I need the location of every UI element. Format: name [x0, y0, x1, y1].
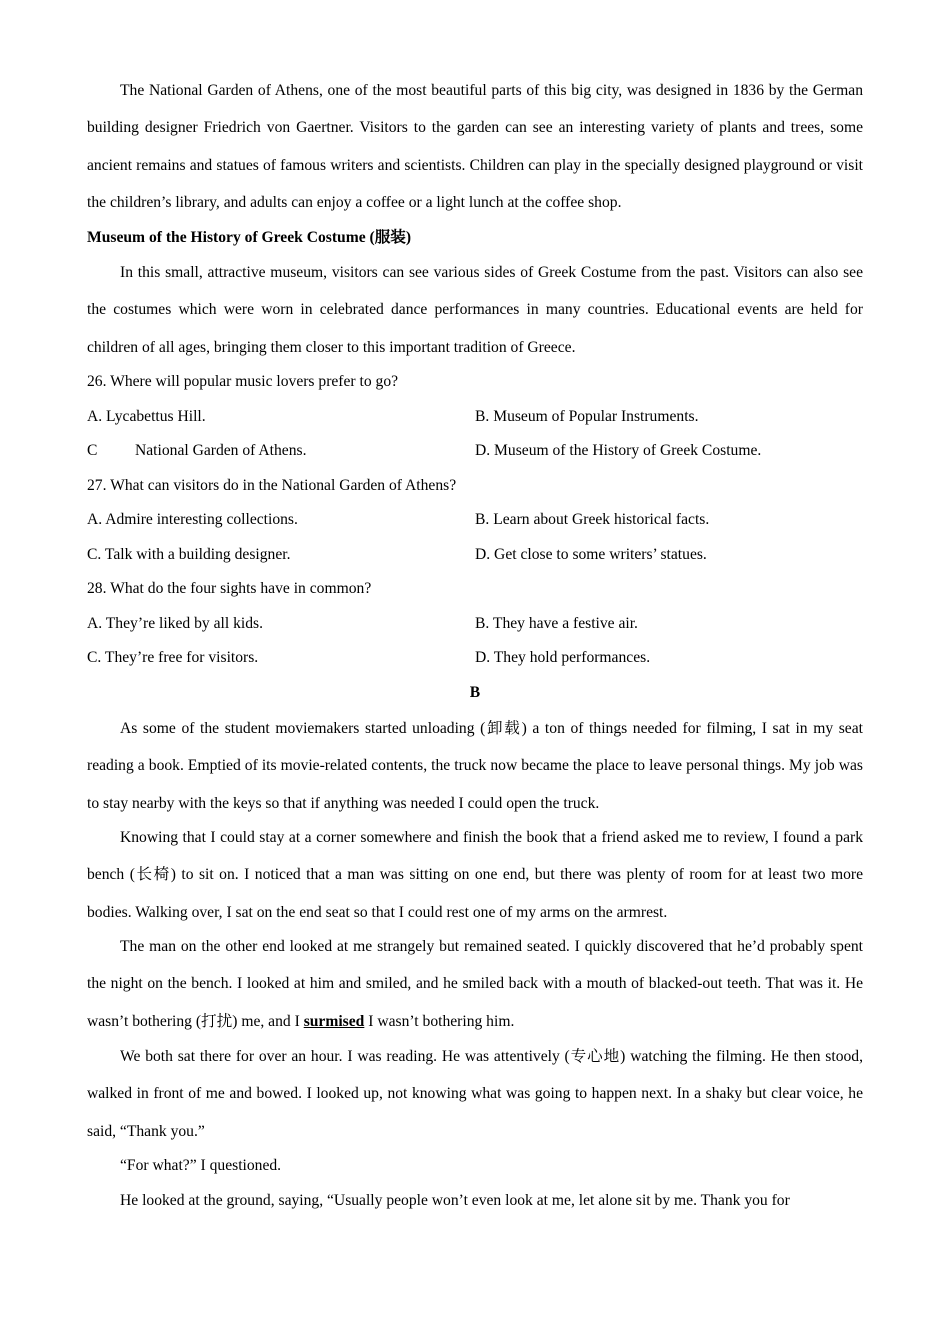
q27-option-d: D. Get close to some writers’ statues.	[475, 546, 707, 563]
passage-b-paragraph-1: As some of the student moviemakers started unloading (卸载) a ton of things needed for filming, I sat in my seat reading a book. Emptied of its movie-related contents, the truck now became the place to leave personal things. My job was to stay nearby with the keys so that if anything was needed I could open the truck.	[87, 720, 863, 812]
passage-b-paragraph-3	[87, 928, 863, 1040]
passage-b-paragraph-6: He looked at the ground, saying, “Usually people won’t even look at me, let alone sit by me. Thank you for	[120, 1192, 790, 1209]
q26-option-c	[87, 441, 307, 461]
q27-option-c: C. Talk with a building designer.	[87, 546, 291, 563]
question-26-stem: 26. Where will popular music lovers prefer to go?	[87, 373, 399, 390]
q28-option-a: A. They’re liked by all kids.	[87, 615, 263, 632]
passage-b-paragraph-2: Knowing that I could stay at a corner somewhere and finish the book that a friend asked me to review, I found a park bench (长椅) to sit on. I noticed that a man was sitting on one end, but there was plenty of room for at least two more bodies. Walking over, I sat on the end seat so that I could rest one of my arms on the armrest.	[87, 829, 863, 921]
q26-option-c-letter: C	[87, 442, 98, 459]
paragraph-3-text-after: I wasn’t bothering him.	[364, 1012, 515, 1030]
museum-paragraph: In this small, attractive museum, visitors can see various sides of Greek Costume from the past. Visitors can also see the costumes which were worn in celebrated dance performances in many countries. Educational events are held for children of all ages, bringing them closer to this important tradition of Greece.	[87, 264, 863, 356]
paragraph-3-text-before: The man on the other end looked at me strangely but remained seated. I quickly discovered that he’d probably spent the night on the bench. I looked at him and smiled, and he smiled back with a mouth of blacked-out teeth. That was it. He wasn’t bothering (打扰) me, and I	[87, 938, 863, 1030]
passage-b-paragraph-4: We both sat there for over an hour. I was reading. He was attentively (专心地) watching the filming. He then stood, walked in front of me and bowed. I looked up, not knowing what was going to happen next. In a shaky but clear voice, he said, “Thank you.”	[87, 1048, 863, 1140]
passage-b-paragraph-5: “For what?” I questioned.	[120, 1157, 282, 1174]
museum-heading: Museum of the History of Greek Costume (服装)	[87, 229, 412, 246]
garden-paragraph: The National Garden of Athens, one of the most beautiful parts of this big city, was designed in 1836 by the German building designer Friedrich von Gaertner. Visitors to the garden can see an interesting variety of plants and trees, some ancient remains and statues of famous writers and scientists. Children can play in the specially designed playground or visit the children’s library, and adults can enjoy a coffee or a light lunch at the coffee shop.	[87, 82, 863, 211]
question-28-stem: 28. What do the four sights have in common?	[87, 580, 372, 597]
q27-option-b: B. Learn about Greek historical facts.	[475, 511, 710, 528]
q28-option-b: B. They have a festive air.	[475, 615, 638, 632]
q28-option-d: D. They hold performances.	[475, 649, 651, 666]
q26-option-b: B. Museum of Popular Instruments.	[475, 408, 699, 425]
section-b-label: B	[469, 684, 481, 701]
q26-option-d: D. Museum of the History of Greek Costume.	[475, 442, 762, 459]
q26-option-c-text: National Garden of Athens.	[135, 442, 307, 459]
q28-option-c: C. They’re free for visitors.	[87, 649, 259, 666]
q26-option-a: A. Lycabettus Hill.	[87, 408, 206, 425]
question-27-stem: 27. What can visitors do in the National Garden of Athens?	[87, 477, 457, 494]
underlined-word-surmised: surmised	[303, 1012, 365, 1030]
q27-option-a: A. Admire interesting collections.	[87, 511, 298, 528]
